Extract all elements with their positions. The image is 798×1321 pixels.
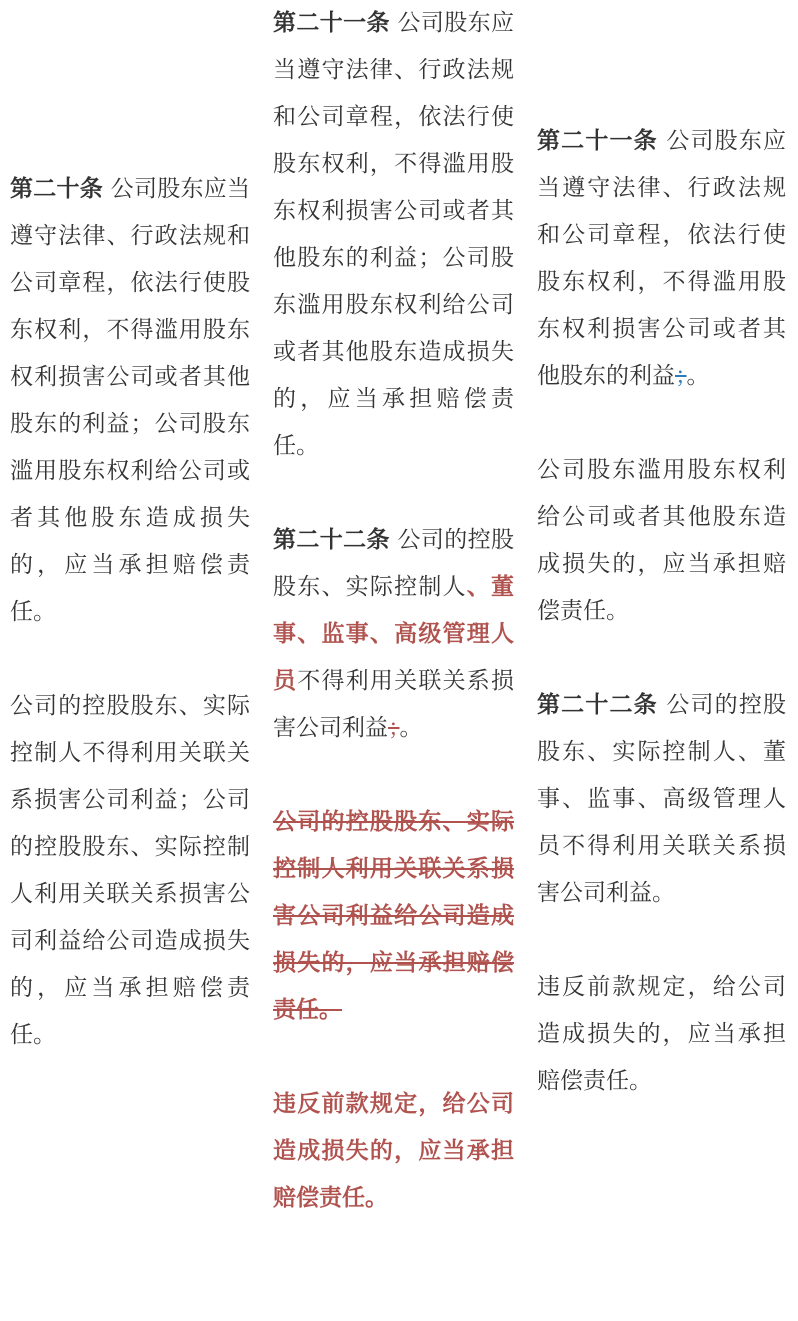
- right-article-21-end: 。: [686, 363, 710, 389]
- article-20-body: 公司股东应当遵守法律、行政法规和公司章程，依法行使股东权利，不得滥用股东权利损害公司或者其他股东的利益；公司股东滥用股东权利给公司或者其他股东造成损失的，应当承担赔偿责任。: [10, 176, 251, 625]
- right-article-21-paragraph: [537, 118, 786, 400]
- article-22-deleted-mark: ；: [388, 715, 400, 741]
- right-article-21-body: 公司股东应当遵守法律、行政法规和公司章程，依法行使股东权利，不得滥用股东权利损害公司或者其他股东的利益: [537, 128, 787, 389]
- added-paragraph: 违反前款规定，给公司造成损失的，应当承担赔偿责任。: [273, 1091, 514, 1211]
- article-22-body-b: 不得利用关联关系损害公司利益: [273, 668, 515, 741]
- right-paragraph-4: 违反前款规定，给公司造成损失的，应当承担赔偿责任。: [537, 974, 786, 1094]
- article-21-heading: 第二十一条: [273, 10, 390, 36]
- article-20-heading: 第二十条: [10, 176, 104, 202]
- right-column: [537, 118, 786, 1152]
- right-article-22-paragraph: [537, 682, 786, 917]
- right-article-21-deleted-mark: ；: [675, 363, 687, 389]
- article-21-body: 公司股东应当遵守法律、行政法规和公司章程，依法行使股东权利，不得滥用股东权利损害公司或者其他股东的利益；公司股东滥用股东权利给公司或者其他股东造成损失的，应当承担赔偿责任。: [273, 10, 515, 459]
- right-paragraph-2: 公司股东滥用股东权利给公司或者其他股东造成损失的，应当承担赔偿责任。: [537, 457, 786, 624]
- left-paragraph-2: 公司的控股股东、实际控制人不得利用关联关系损害公司利益；公司的控股股东、实际控制人利用关联关系损害公司利益给公司造成损失的，应当承担赔偿责任。: [10, 693, 250, 1048]
- article-22-body-a: 公司的控股股东、实际控制人: [273, 527, 515, 600]
- middle-column: [273, 0, 514, 1269]
- right-article-21-heading: 第二十一条: [537, 128, 658, 154]
- article-22-heading: 第二十二条: [273, 527, 390, 553]
- article-20-paragraph: [10, 166, 250, 636]
- article-22-paragraph: [273, 517, 514, 752]
- left-column: [10, 166, 250, 1106]
- article-22-end: 。: [399, 715, 423, 741]
- right-article-22-body: 公司的控股股东、实际控制人、董事、监事、高级管理人员不得利用关联关系损害公司利益。: [537, 692, 787, 906]
- article-21-paragraph: [273, 0, 514, 470]
- article-22-added-text: 、董事、监事、高级管理人员: [273, 574, 515, 694]
- deleted-paragraph: 公司的控股股东、实际控制人利用关联关系损害公司利益给公司造成损失的，应当承担赔偿责任。: [273, 809, 514, 1023]
- right-article-22-heading: 第二十二条: [537, 692, 658, 718]
